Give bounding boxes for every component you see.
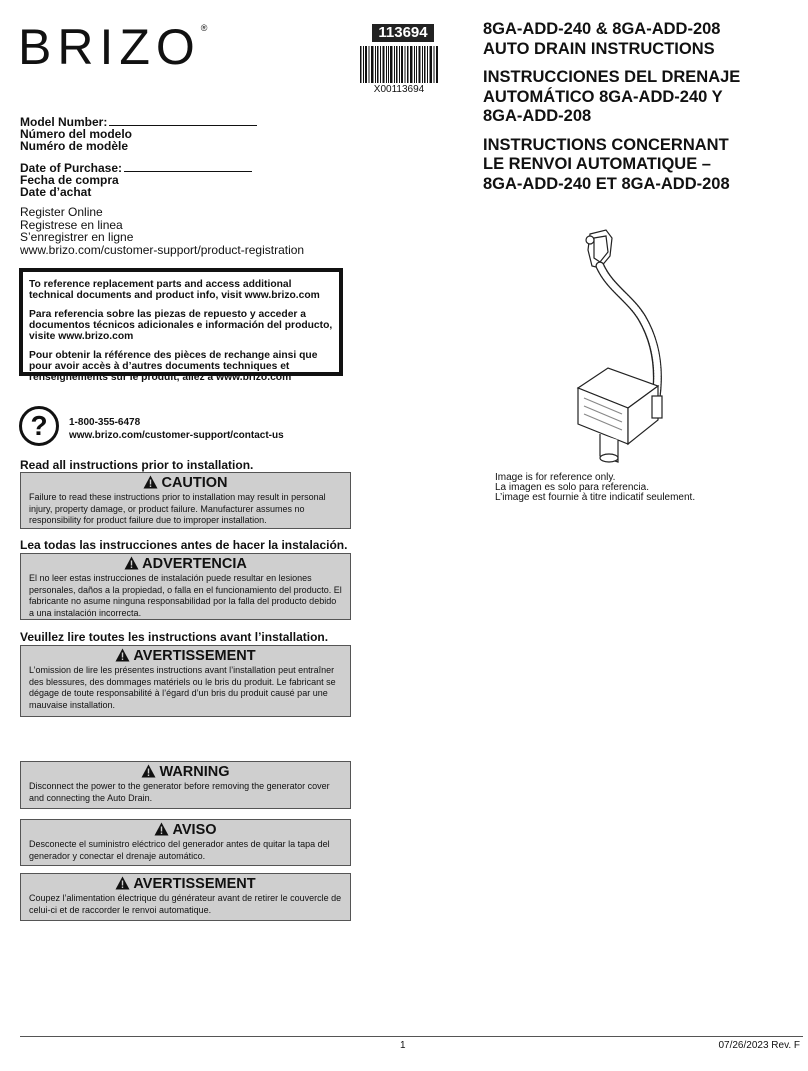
warning-triangle-icon: [143, 475, 158, 489]
question-icon: ?: [19, 406, 59, 446]
registration-link[interactable]: www.brizo.com/customer-support/product-registration: [20, 242, 305, 257]
read-heading-spanish: Lea todas las instrucciones antes de hacer la instalación.: [20, 538, 348, 552]
read-heading-english: Read all instructions prior to installation.: [20, 458, 254, 472]
auto-drain-illustration: [560, 228, 680, 468]
caution-box-french: AVERTISSEMENT L’omission de lire les présentes instructions avant l’installation peut entraîner des blessures, des dommages matériels ou le bris du produit. Le fabricant se dégage de toute responsabilité à l’égard d’un bris du produit causé par une mauvaise installation.: [20, 645, 351, 717]
title-spanish: INSTRUCCIONES DEL DRENAJE AUTOMÁTICO 8GA-ADD-240 Y 8GA-ADD-208: [483, 68, 741, 125]
brizo-logo: BRIZO®: [18, 19, 208, 75]
contact-info: [69, 417, 284, 442]
title-english: 8GA-ADD-240 & 8GA-ADD-208 AUTO DRAIN INSTRUCTIONS: [483, 20, 721, 58]
image-caption: Image is for reference only. La imagen es solo para referencia. L’image est fournie à titre indicatif seulement.: [495, 472, 696, 503]
document-titles: [483, 20, 793, 203]
reference-info-box: To reference replacement parts and access additional technical documents and product info, visit www.brizo.com Para referencia sobre las piezas de repuesto y acceder a documentos técnicos adicionales e información del producto, visite www.brizo.com Pour obtenir la référence des pièces de rechange ainsi que pour avoir accès à d’autres documents techniques et renseignements sur le produit, allez à www.brizo.com: [19, 268, 343, 376]
part-number-label: 113694: [372, 24, 434, 42]
barcode-image: [360, 46, 438, 83]
warning-box-spanish: AVISO Desconecte el suministro eléctrico del generador antes de quitar la tapa del generador y conectar el drenaje automático.: [20, 819, 351, 866]
model-number-field: Model Number: Número del modelo Numéro de modèle: [20, 114, 257, 152]
footer-divider: [20, 1036, 803, 1037]
purchase-date-line[interactable]: [124, 160, 252, 172]
read-heading-french: Veuillez lire toutes les instructions avant l’installation.: [20, 630, 329, 644]
phone-number[interactable]: 1-800-355-6478: [69, 417, 141, 428]
caution-box-spanish: ADVERTENCIA El no leer estas instrucciones de instalación puede resultar en lesiones personales, daños a la propiedad, o falla en el funcionamiento del producto. El fabricante no asume ninguna responsabilidad por la falla del producto debido a una instalación incorrecta.: [20, 553, 351, 620]
warning-triangle-icon: [124, 556, 139, 570]
warning-triangle-icon: [154, 822, 169, 836]
warning-triangle-icon: [141, 764, 156, 778]
warning-box-english: WARNING Disconnect the power to the generator before removing the generator cover and connecting the Auto Drain.: [20, 761, 351, 809]
title-french: INSTRUCTIONS CONCERNANT LE RENVOI AUTOMATIQUE – 8GA-ADD-240 ET 8GA-ADD-208: [483, 135, 730, 193]
warning-triangle-icon: [115, 876, 130, 890]
register-online: Register Online Registrese en linea S’enregistrer en ligne www.brizo.com/customer-support/product-registration: [20, 205, 305, 257]
contact-link[interactable]: www.brizo.com/customer-support/contact-us: [69, 429, 284, 441]
page-number: 1: [400, 1040, 406, 1051]
warning-triangle-icon: [115, 648, 130, 662]
model-number-line[interactable]: [109, 114, 257, 126]
purchase-date-field: Date of Purchase: Fecha de compra Date d’achat: [20, 160, 252, 198]
caution-box-english: CAUTION Failure to read these instructions prior to installation may result in personal injury, property damage, or product failure. Manufacturer assumes no responsibility for product failure due to improper installation.: [20, 472, 351, 529]
warning-box-french: AVERTISSEMENT Coupez l’alimentation électrique du générateur avant de retirer le couvercle de celui-ci et de raccorder le renvoi automatique.: [20, 873, 351, 921]
revision-date: 07/26/2023 Rev. F: [718, 1040, 800, 1051]
barcode-number: X00113694: [373, 84, 425, 95]
